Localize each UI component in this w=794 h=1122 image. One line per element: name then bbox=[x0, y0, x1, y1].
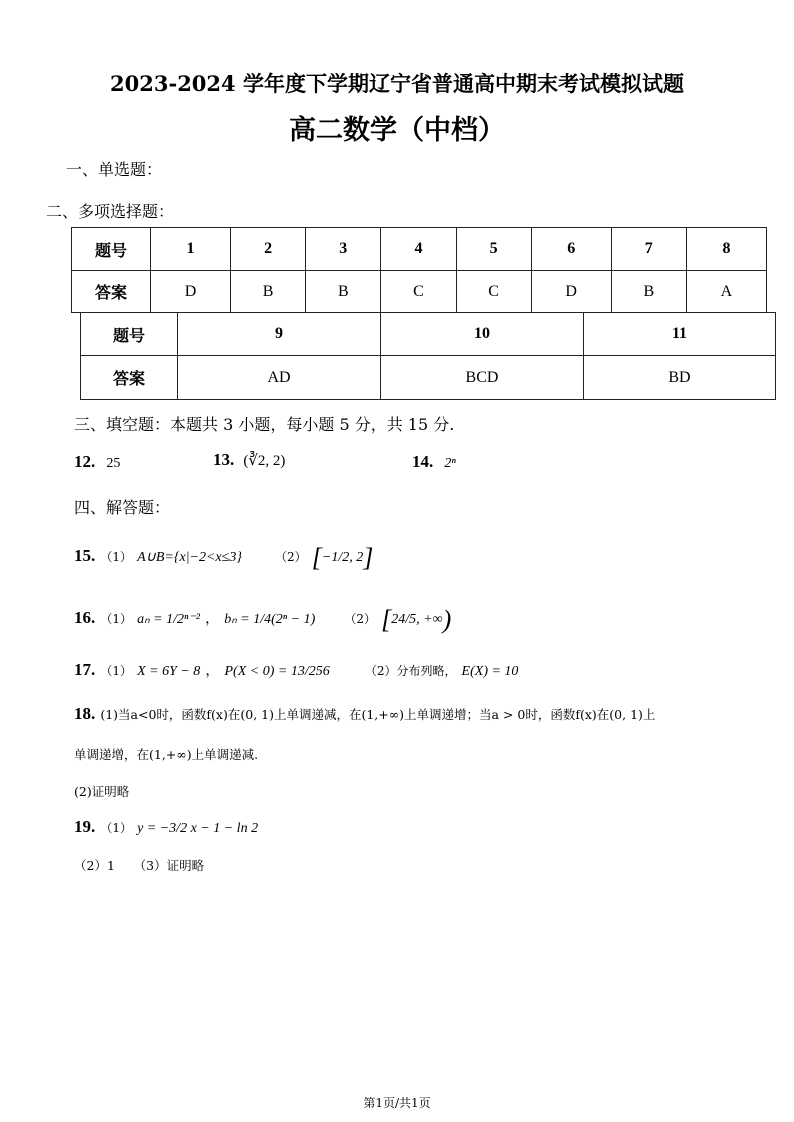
question-number: 12. bbox=[74, 452, 96, 471]
answer-value: ∛2, 2 bbox=[248, 453, 281, 469]
question-number: 14. bbox=[412, 452, 434, 471]
table-row bbox=[72, 271, 767, 313]
answer-q12 bbox=[74, 452, 120, 472]
part-tag: （1） bbox=[100, 612, 132, 627]
table-row bbox=[81, 356, 776, 400]
part-tag: （2）分布列略， bbox=[364, 664, 457, 678]
part-answer: E(X) = 10 bbox=[461, 664, 519, 679]
table-cell: B bbox=[611, 271, 686, 313]
exam-subtitle: 高二数学（中档） bbox=[289, 115, 505, 146]
table-cell: BCD bbox=[381, 356, 584, 400]
part-answer: P(X < 0) = 13/256 bbox=[224, 664, 330, 679]
section-single-choice: 一、单选题： bbox=[66, 160, 163, 179]
table-cell: 5 bbox=[456, 228, 531, 271]
part-tag: （1） bbox=[100, 821, 132, 835]
table-cell: B bbox=[306, 271, 381, 313]
answer-q16: 16. （1） aₙ = 1/2ⁿ⁻² ， bₙ = 1/4(2ⁿ − 1) （2） [24/5, +∞) bbox=[74, 605, 452, 634]
part-answer: y = −3/2 x − 1 − ln 2 bbox=[137, 821, 259, 836]
section-solutions: 四、解答题： bbox=[74, 498, 171, 517]
answer-table-2 bbox=[80, 312, 776, 400]
table-cell: 11 bbox=[584, 313, 776, 356]
table-cell: 10 bbox=[381, 313, 584, 356]
part-tag: （2） bbox=[344, 612, 377, 627]
part-tag: （2） bbox=[275, 550, 307, 565]
answer-value: 25 bbox=[106, 456, 121, 471]
part-answer: aₙ = 1/2ⁿ⁻² bbox=[137, 612, 200, 628]
table-cell: 1 bbox=[151, 228, 231, 271]
table-cell: 2 bbox=[231, 228, 306, 271]
answer-q19 bbox=[74, 817, 258, 837]
table-row bbox=[72, 228, 767, 271]
row-label-answer: 答案 bbox=[81, 356, 178, 400]
section-multi-choice: 二、多项选择题： bbox=[46, 202, 175, 221]
part-answer: bₙ = 1/4(2ⁿ − 1) bbox=[224, 612, 316, 628]
answer-q14 bbox=[412, 452, 456, 472]
table-row bbox=[81, 313, 776, 356]
page-footer: 第1页/共1页 bbox=[363, 1096, 431, 1110]
table-cell: D bbox=[531, 271, 611, 313]
part-tag: （1） bbox=[100, 664, 132, 678]
question-number: 13. bbox=[213, 450, 235, 469]
answer-q19-line2: （2）1 （3）证明略 bbox=[74, 858, 205, 873]
question-number: 15. bbox=[74, 546, 96, 566]
question-number: 18. bbox=[74, 704, 96, 723]
part-answer: X = 6Y − 8 bbox=[137, 664, 201, 679]
answer-q15: 15. （1） A∪B={x|−2<x≤3} （2） [−1/2, 2] bbox=[74, 543, 374, 572]
part-answer: 24/5, +∞ bbox=[391, 612, 443, 628]
question-number: 17. bbox=[74, 660, 96, 679]
table-cell: A bbox=[686, 271, 766, 313]
table-cell: 7 bbox=[611, 228, 686, 271]
part-tag: （1） bbox=[100, 550, 132, 565]
table-cell: 3 bbox=[306, 228, 381, 271]
table-cell: 9 bbox=[178, 313, 381, 356]
answer-q18-line2: 单调递增，在(1,+∞)上单调递减. bbox=[74, 747, 259, 762]
table-cell: D bbox=[151, 271, 231, 313]
row-label-answer: 答案 bbox=[72, 271, 151, 313]
exam-title: 2023-2024 学年度下学期辽宁省普通高中期末考试模拟试题 bbox=[110, 71, 684, 96]
answer-value: 2ⁿ bbox=[444, 456, 456, 471]
table-cell: 6 bbox=[531, 228, 611, 271]
table-cell: 4 bbox=[381, 228, 456, 271]
table-cell: 8 bbox=[686, 228, 766, 271]
answer-q13: 13. (∛2, 2) bbox=[213, 450, 286, 469]
question-number: 19. bbox=[74, 817, 96, 836]
table-cell: C bbox=[456, 271, 531, 313]
section-fill-blank: 三、填空题：本题共 3 小题，每小题 5 分，共 15 分. bbox=[74, 415, 455, 434]
part-answer: −1/2, 2 bbox=[321, 550, 364, 566]
table-cell: AD bbox=[178, 356, 381, 400]
table-cell: BD bbox=[584, 356, 776, 400]
table-cell: B bbox=[231, 271, 306, 313]
answer-q18-line3: (2)证明略 bbox=[74, 784, 130, 799]
answer-text: (1)当a<0时，函数f(x)在(0, 1)上单调递减，在(1,+∞)上单调递增；当a > 0时，函数f(x)在(0, 1)上 bbox=[100, 707, 656, 722]
question-number: 16. bbox=[74, 608, 96, 628]
row-label-question: 题号 bbox=[81, 313, 178, 356]
answer-q17: 17. （1） X = 6Y − 8 ， P(X < 0) = 13/256 （2）分布列略， E(X) = 10 bbox=[74, 660, 519, 679]
row-label-question: 题号 bbox=[72, 228, 151, 271]
answer-table-1 bbox=[71, 227, 767, 313]
table-cell: C bbox=[381, 271, 456, 313]
part-answer: A∪B={x|−2<x≤3} bbox=[137, 550, 242, 566]
answer-q18 bbox=[74, 704, 655, 724]
